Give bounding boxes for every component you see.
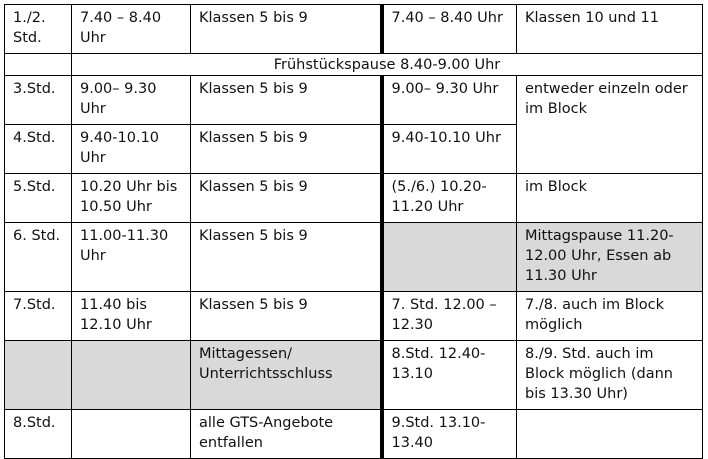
time-cell: 9.40-10.10 Uhr xyxy=(72,125,191,174)
table-row xyxy=(5,76,703,125)
time-b-cell: (5./6.) 10.20-11.20 Uhr xyxy=(382,174,517,223)
period-cell: 3.Std. xyxy=(5,76,72,125)
table-row-break xyxy=(5,54,703,76)
note-b-cell: 7./8. auch im Block möglich xyxy=(517,292,703,341)
classes-cell: Klassen 5 bis 9 xyxy=(191,125,382,174)
lunch-end-of-class-cell: Mittagessen/ Unterrichtsschluss xyxy=(191,341,382,410)
period-cell: 8.Std. xyxy=(5,410,72,459)
table-row xyxy=(5,341,703,410)
period-cell: 7.Std. xyxy=(5,292,72,341)
time-cell: 11.40 bis 12.10 Uhr xyxy=(72,292,191,341)
table-row xyxy=(5,5,703,54)
table-row xyxy=(5,223,703,292)
period-cell-shaded xyxy=(5,341,72,410)
time-cell: 7.40 – 8.40 Uhr xyxy=(72,5,191,54)
classes-cell: Klassen 5 bis 9 xyxy=(191,76,382,125)
time-b-cell: 9.40-10.10 Uhr xyxy=(382,125,517,174)
time-cell: 10.20 Uhr bis 10.50 Uhr xyxy=(72,174,191,223)
note-b-cell: Klassen 10 und 11 xyxy=(517,5,703,54)
time-b-cell: 8.Std. 12.40-13.10 xyxy=(382,341,517,410)
table-row xyxy=(5,410,703,459)
classes-cell: Klassen 5 bis 9 xyxy=(191,223,382,292)
time-b-cell: 7.40 – 8.40 Uhr xyxy=(382,5,517,54)
classes-cell: Klassen 5 bis 9 xyxy=(191,174,382,223)
classes-cell: Klassen 5 bis 9 xyxy=(191,5,382,54)
period-cell: 5.Std. xyxy=(5,174,72,223)
time-b-cell: 9.00– 9.30 Uhr xyxy=(382,76,517,125)
time-b-cell: 9.Std. 13.10-13.40 xyxy=(382,410,517,459)
note-b-cell: im Block xyxy=(517,174,703,223)
classes-cell: alle GTS-Angebote entfallen xyxy=(191,410,382,459)
time-cell: 11.00-11.30 Uhr xyxy=(72,223,191,292)
time-cell-shaded xyxy=(72,341,191,410)
breakfast-break-cell: Frühstückspause 8.40-9.00 Uhr xyxy=(72,54,703,76)
note-b-cell: 8./9. Std. auch im Block möglich (dann bis 13.30 Uhr) xyxy=(517,341,703,410)
lunch-break-cell: Mittagspause 11.20-12.00 Uhr, Essen ab 11.30 Uhr xyxy=(517,223,703,292)
timetable xyxy=(4,4,703,459)
table-row xyxy=(5,174,703,223)
time-cell: 9.00– 9.30 Uhr xyxy=(72,76,191,125)
classes-cell: Klassen 5 bis 9 xyxy=(191,292,382,341)
time-cell xyxy=(72,410,191,459)
period-cell: 4.Std. xyxy=(5,125,72,174)
period-cell: 6. Std. xyxy=(5,223,72,292)
time-b-cell-shaded xyxy=(382,223,517,292)
note-b-cell: entweder einzeln oder im Block xyxy=(517,76,703,174)
period-cell: 1./2. Std. xyxy=(5,5,72,54)
break-spacer-cell xyxy=(5,54,72,76)
time-b-cell: 7. Std. 12.00 – 12.30 xyxy=(382,292,517,341)
note-b-cell xyxy=(517,410,703,459)
table-row xyxy=(5,292,703,341)
